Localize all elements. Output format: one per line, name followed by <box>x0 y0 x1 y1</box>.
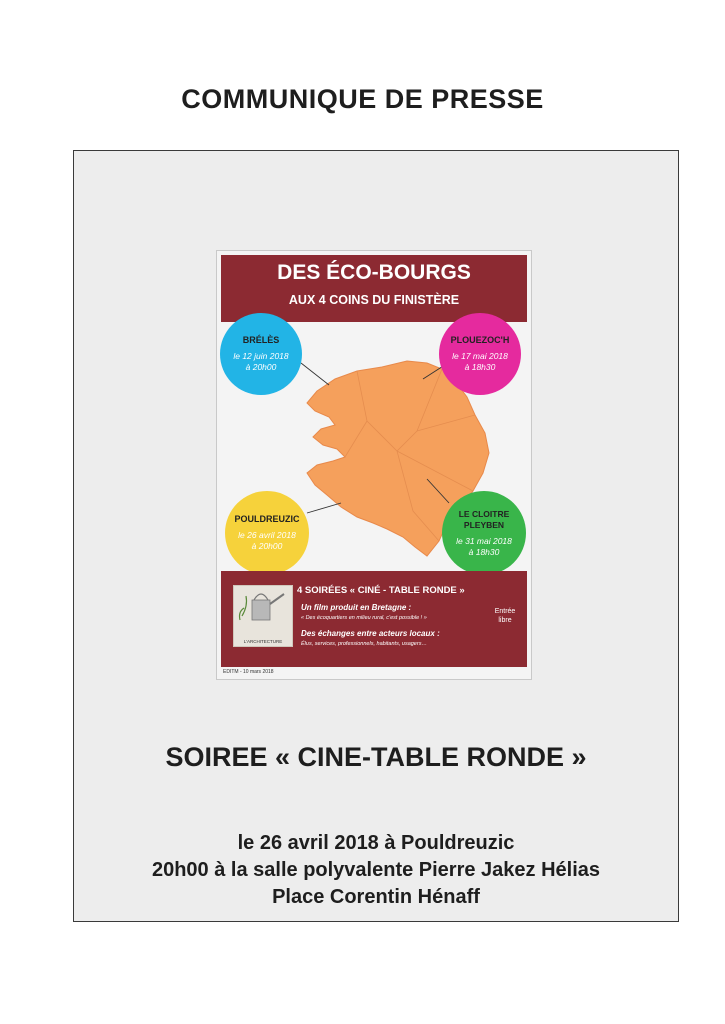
location-breles <box>220 313 302 395</box>
band-film-detail: « Des écoquartiers en milieu rural, c'est possible ! » <box>301 615 427 621</box>
watering-can-thumbnail <box>233 585 293 647</box>
location-date: le 17 mai 2018 <box>452 351 508 361</box>
location-time: à 20h00 <box>245 362 277 372</box>
watering-can-icon <box>234 586 292 630</box>
thumbnail-caption: L'ARCHITECTURE <box>243 639 283 644</box>
location-time: à 20h00 <box>251 541 283 551</box>
band-exchange-detail: Élus, services, professionnels, habitants, usagers… <box>301 641 427 647</box>
band-exchange-line: Des échanges entre acteurs locaux : <box>301 629 440 638</box>
event-address: Place Corentin Hénaff <box>272 886 480 908</box>
poster-subtitle: AUX 4 COINS DU FINISTÈRE <box>288 293 460 307</box>
location-name: PLOUEZOC'H <box>450 335 510 345</box>
location-name: LE CLOITRE PLEYBEN <box>458 508 510 530</box>
location-pouldreuzic <box>225 491 309 575</box>
poster-footer: EDITM - 10 mars 2018 <box>223 669 274 675</box>
location-time: à 18h30 <box>464 362 496 372</box>
poster-info-band <box>221 571 527 667</box>
page-title: COMMUNIQUE DE PRESSE <box>181 84 544 114</box>
band-film-line: Un film produit en Bretagne : <box>301 603 412 612</box>
band-title: 4 SOIRÉES « CINÉ - TABLE RONDE » <box>297 585 465 596</box>
location-name: BRÉLÈS <box>242 335 280 345</box>
location-date: le 26 avril 2018 <box>238 530 296 540</box>
location-date: le 12 juin 2018 <box>233 351 289 361</box>
location-time: à 18h30 <box>468 546 500 557</box>
location-date: le 31 mai 2018 <box>456 535 512 546</box>
entry-free-label: Entrée libre <box>494 608 516 624</box>
event-date-place: le 26 avril 2018 à Pouldreuzic <box>237 832 515 854</box>
event-title: SOIREE « CINE-TABLE RONDE » <box>165 742 587 772</box>
event-venue: 20h00 à la salle polyvalente Pierre Jakez Hélias <box>151 859 601 881</box>
poster-title: DES ÉCO-BOURGS <box>277 261 471 284</box>
location-plouezoch <box>439 313 521 395</box>
location-le-cloitre-pleyben <box>442 491 526 575</box>
event-poster <box>216 250 532 680</box>
location-name: POULDREUZIC <box>234 514 300 524</box>
